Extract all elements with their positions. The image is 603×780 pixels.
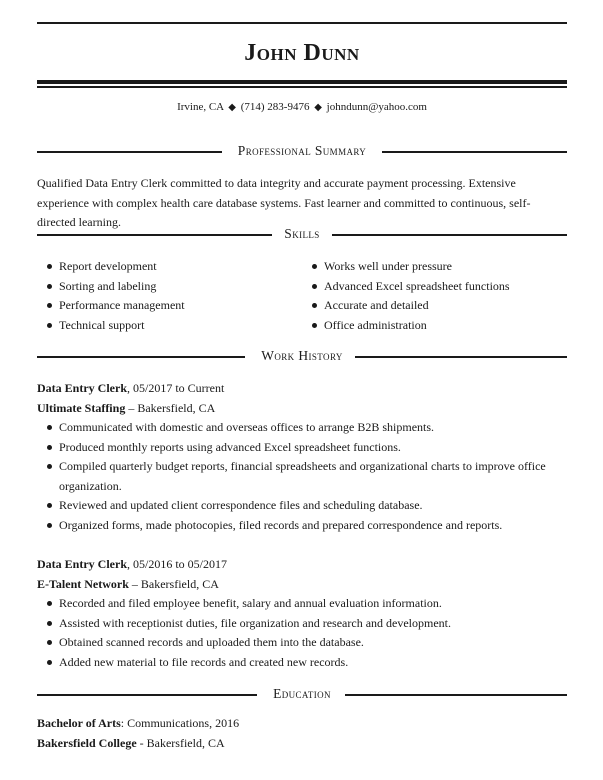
contact-phone: (714) 283-9476 [240, 101, 310, 113]
skill-item: Office administration [302, 316, 510, 336]
job-title: Data Entry Clerk [37, 557, 127, 571]
job-bullets [37, 418, 567, 535]
section-header-work [37, 348, 567, 364]
job-company: E-Talent Network [37, 577, 129, 591]
skill-item: Sorting and labeling [37, 277, 185, 297]
section-header-summary [37, 143, 567, 159]
job-location: – Bakersfield, CA [125, 401, 216, 415]
contact-email[interactable]: johndunn@yahoo.com [326, 101, 427, 113]
skill-item: Technical support [37, 316, 185, 336]
edu-school: Bakersfield College [37, 736, 137, 750]
job-bullet: Produced monthly reports using advanced Excel spreadsheet functions. [37, 438, 567, 458]
edu-degree: Bachelor of Arts [37, 716, 121, 730]
job-bullet: Compiled quarterly budget reports, financial spreadsheets and organizational charts to improve office organization. [37, 457, 567, 496]
edu-field: : Communications, 2016 [120, 716, 240, 730]
job-bullet: Assisted with receptionist duties, file organization and research and development. [37, 614, 567, 634]
skill-item: Accurate and detailed [302, 296, 510, 316]
skill-item: Advanced Excel spreadsheet functions [302, 277, 510, 297]
skills-column-right [302, 257, 510, 335]
job-entry [37, 554, 567, 672]
job-bullet: Organized forms, made photocopies, filed records and prepared correspondence and reports. [37, 516, 567, 536]
skill-item: Performance management [37, 296, 185, 316]
section-title-summary: Professional Summary [228, 143, 376, 158]
job-bullet: Recorded and filed employee benefit, salary and annual evaluation information. [37, 594, 567, 614]
skills-column-left [37, 257, 185, 335]
job-entry [37, 378, 567, 535]
diamond-separator-icon: ◆ [228, 102, 236, 113]
job-bullet: Obtained scanned records and uploaded them into the database. [37, 633, 567, 653]
job-bullet: Reviewed and updated client correspondence files and scheduling database. [37, 496, 567, 516]
job-dates: , 05/2016 to 05/2017 [127, 557, 228, 571]
header-double-rule [37, 80, 567, 88]
section-header-education [37, 686, 567, 702]
section-title-work: Work History [251, 348, 353, 363]
job-dates: , 05/2017 to Current [127, 381, 225, 395]
diamond-separator-icon: ◆ [314, 102, 322, 113]
job-bullet: Added new material to file records and created new records. [37, 653, 567, 673]
top-rule [37, 22, 567, 24]
job-location: – Bakersfield, CA [128, 577, 219, 591]
skill-item: Works well under pressure [302, 257, 510, 277]
edu-location: - Bakersfield, CA [136, 736, 225, 750]
candidate-name: John Dunn [244, 40, 360, 66]
section-title-education: Education [263, 686, 341, 701]
section-title-skills: Skills [274, 226, 329, 241]
skill-item: Report development [37, 257, 185, 277]
job-bullets [37, 594, 567, 672]
job-bullet: Communicated with domestic and overseas offices to arrange B2B shipments. [37, 418, 567, 438]
job-company: Ultimate Staffing [37, 401, 126, 415]
contact-city: Irvine, CA [177, 101, 224, 113]
section-header-skills [37, 226, 567, 242]
job-title: Data Entry Clerk [37, 381, 127, 395]
summary-text: Qualified Data Entry Clerk committed to data integrity and accurate payment processing. Extensive experience with complex health care database systems. Fast learner and committed to continuous, self-directed learning. [37, 176, 531, 229]
education-entry [37, 713, 567, 753]
contact-line [37, 101, 567, 113]
